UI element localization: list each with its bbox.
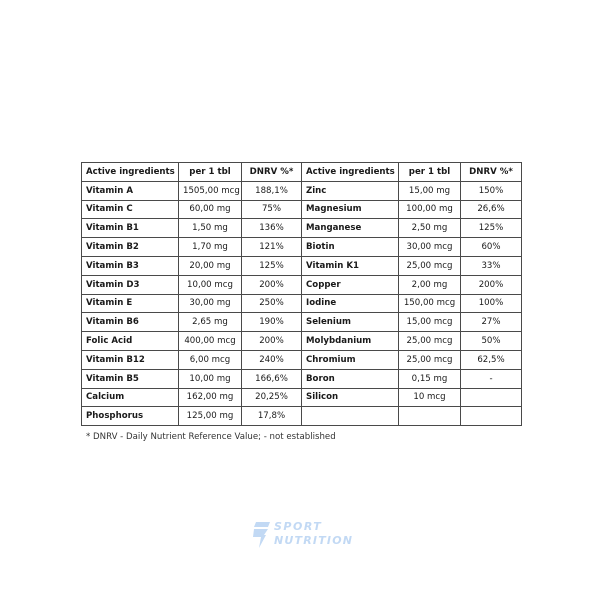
amount-per-tbl-cell: 1,50 mg [179, 219, 242, 238]
table-row [82, 350, 522, 369]
ingredient-name-cell: Folic Acid [82, 332, 179, 351]
amount-per-tbl-cell: 2,00 mg [399, 275, 461, 294]
dnrv-percent-cell: 150% [461, 181, 522, 200]
ingredient-name-cell: Vitamin B6 [82, 313, 179, 332]
amount-per-tbl-cell: 15,00 mcg [399, 313, 461, 332]
amount-per-tbl-cell [399, 407, 461, 426]
amount-per-tbl-cell: 30,00 mcg [399, 238, 461, 257]
dnrv-percent-cell: - [461, 369, 522, 388]
header-dnrv-left: DNRV %* [242, 163, 302, 182]
ingredient-name-cell: Vitamin B1 [82, 219, 179, 238]
table-row [82, 275, 522, 294]
amount-per-tbl-cell: 125,00 mg [179, 407, 242, 426]
ingredient-name-cell: Biotin [302, 238, 399, 257]
table-row [82, 388, 522, 407]
amount-per-tbl-cell: 20,00 mg [179, 256, 242, 275]
table-row [82, 369, 522, 388]
table-row [82, 256, 522, 275]
dnrv-percent-cell: 136% [242, 219, 302, 238]
amount-per-tbl-cell: 25,00 mcg [399, 332, 461, 351]
table-row [82, 200, 522, 219]
amount-per-tbl-cell: 2,50 mg [399, 219, 461, 238]
dnrv-percent-cell: 240% [242, 350, 302, 369]
dnrv-percent-cell: 75% [242, 200, 302, 219]
dnrv-percent-cell: 166,6% [242, 369, 302, 388]
amount-per-tbl-cell: 30,00 mg [179, 294, 242, 313]
logo-text-nutrition: NUTRITION [274, 534, 354, 547]
amount-per-tbl-cell: 0,15 mg [399, 369, 461, 388]
ingredient-name-cell: Molybdanium [302, 332, 399, 351]
ingredient-name-cell: Vitamin B2 [82, 238, 179, 257]
ingredient-name-cell: Vitamin A [82, 181, 179, 200]
sport-nutrition-logo-icon [253, 522, 271, 548]
amount-per-tbl-cell: 10,00 mg [179, 369, 242, 388]
ingredient-name-cell: Vitamin K1 [302, 256, 399, 275]
amount-per-tbl-cell: 162,00 mg [179, 388, 242, 407]
header-per-tbl-right: per 1 tbl [399, 163, 461, 182]
ingredient-name-cell: Vitamin D3 [82, 275, 179, 294]
ingredient-name-cell: Selenium [302, 313, 399, 332]
amount-per-tbl-cell: 150,00 mcg [399, 294, 461, 313]
ingredient-name-cell: Magnesium [302, 200, 399, 219]
ingredient-name-cell: Vitamin E [82, 294, 179, 313]
dnrv-percent-cell: 27% [461, 313, 522, 332]
dnrv-percent-cell: 60% [461, 238, 522, 257]
dnrv-percent-cell [461, 388, 522, 407]
logo-text-sport: SPORT [274, 520, 323, 533]
dnrv-percent-cell: 33% [461, 256, 522, 275]
table-row [82, 332, 522, 351]
table-row [82, 407, 522, 426]
table-row [82, 181, 522, 200]
amount-per-tbl-cell: 6,00 mcg [179, 350, 242, 369]
header-active-ingredients-right: Active ingredients [302, 163, 399, 182]
ingredient-name-cell: Silicon [302, 388, 399, 407]
ingredient-name-cell: Manganese [302, 219, 399, 238]
amount-per-tbl-cell: 10,00 mcg [179, 275, 242, 294]
ingredient-name-cell: Iodine [302, 294, 399, 313]
amount-per-tbl-cell: 1505,00 mcg [179, 181, 242, 200]
ingredient-name-cell: Vitamin B12 [82, 350, 179, 369]
amount-per-tbl-cell: 2,65 mg [179, 313, 242, 332]
table-header-row [82, 163, 522, 182]
table-row [82, 238, 522, 257]
table-row [82, 313, 522, 332]
ingredient-name-cell: Copper [302, 275, 399, 294]
dnrv-percent-cell: 200% [461, 275, 522, 294]
header-per-tbl-left: per 1 tbl [179, 163, 242, 182]
table-row [82, 294, 522, 313]
ingredients-table-body [82, 163, 522, 426]
dnrv-percent-cell: 50% [461, 332, 522, 351]
amount-per-tbl-cell: 60,00 mg [179, 200, 242, 219]
dnrv-percent-cell: 26,6% [461, 200, 522, 219]
amount-per-tbl-cell: 10 mcg [399, 388, 461, 407]
ingredient-name-cell: Phosphorus [82, 407, 179, 426]
amount-per-tbl-cell: 25,00 mcg [399, 350, 461, 369]
header-active-ingredients-left: Active ingredients [82, 163, 179, 182]
dnrv-percent-cell: 190% [242, 313, 302, 332]
dnrv-footnote: * DNRV - Daily Nutrient Reference Value; - not established [86, 432, 336, 442]
header-dnrv-right: DNRV %* [461, 163, 522, 182]
ingredient-name-cell [302, 407, 399, 426]
ingredient-name-cell: Vitamin B3 [82, 256, 179, 275]
ingredient-name-cell: Boron [302, 369, 399, 388]
sport-nutrition-logo [253, 520, 373, 552]
dnrv-percent-cell: 125% [461, 219, 522, 238]
amount-per-tbl-cell: 25,00 mcg [399, 256, 461, 275]
dnrv-percent-cell: 17,8% [242, 407, 302, 426]
dnrv-percent-cell: 188,1% [242, 181, 302, 200]
dnrv-percent-cell: 200% [242, 275, 302, 294]
table-row [82, 219, 522, 238]
ingredient-name-cell: Chromium [302, 350, 399, 369]
ingredient-name-cell: Calcium [82, 388, 179, 407]
ingredients-table [81, 162, 522, 426]
dnrv-percent-cell: 200% [242, 332, 302, 351]
amount-per-tbl-cell: 15,00 mg [399, 181, 461, 200]
dnrv-percent-cell: 125% [242, 256, 302, 275]
dnrv-percent-cell: 121% [242, 238, 302, 257]
dnrv-percent-cell: 100% [461, 294, 522, 313]
ingredient-name-cell: Vitamin C [82, 200, 179, 219]
amount-per-tbl-cell: 100,00 mg [399, 200, 461, 219]
dnrv-percent-cell: 250% [242, 294, 302, 313]
ingredient-name-cell: Zinc [302, 181, 399, 200]
amount-per-tbl-cell: 1,70 mg [179, 238, 242, 257]
dnrv-percent-cell [461, 407, 522, 426]
dnrv-percent-cell: 62,5% [461, 350, 522, 369]
amount-per-tbl-cell: 400,00 mcg [179, 332, 242, 351]
ingredient-name-cell: Vitamin B5 [82, 369, 179, 388]
dnrv-percent-cell: 20,25% [242, 388, 302, 407]
